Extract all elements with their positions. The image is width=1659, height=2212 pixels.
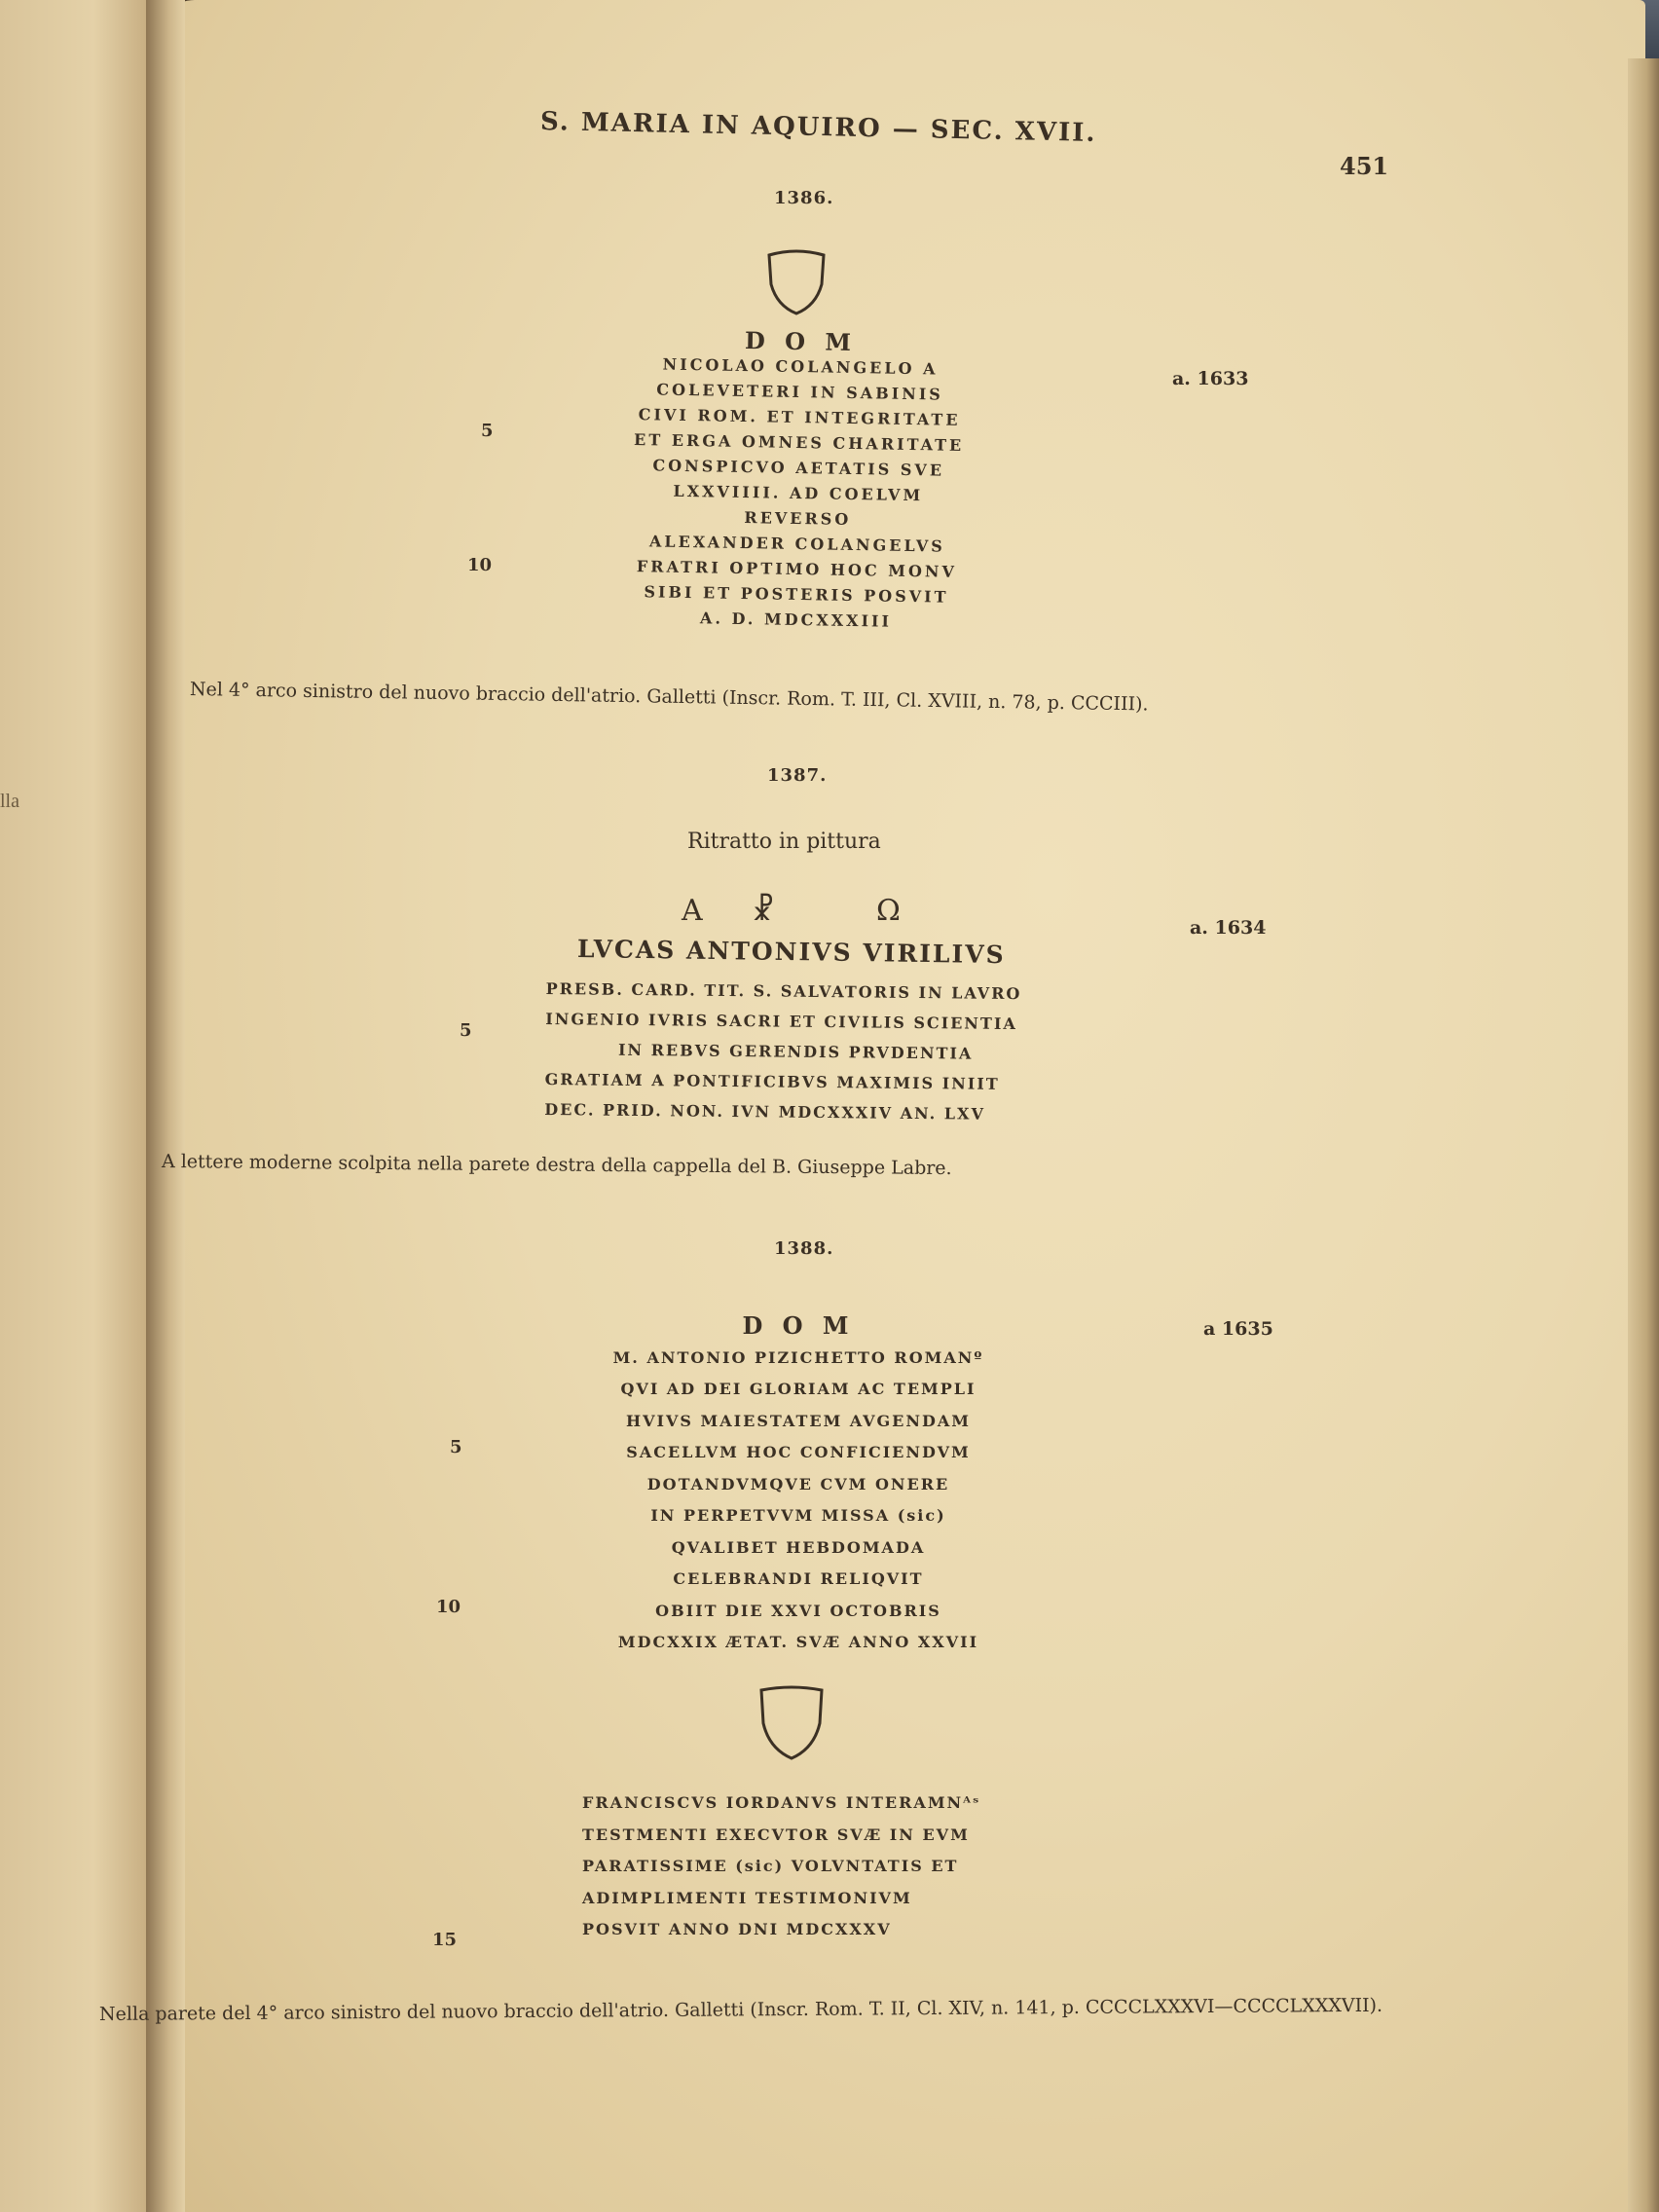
page-number: 451 xyxy=(1340,152,1389,180)
inscription-line: IN REBVS GERENDIS PRVDENTIA xyxy=(617,1040,974,1063)
left-page xyxy=(0,0,170,2212)
inscription-1388-upper xyxy=(555,1310,1042,1659)
entry-1388-line-marker: 5 xyxy=(450,1437,462,1457)
inscription-line: PRESB. CARD. TIT. S. SALVATORIS IN LAVRO xyxy=(545,979,1022,1004)
entry-1387-note: A lettere moderne scolpita nella parete destra della cappella del B. Giuseppe Labre. xyxy=(161,1151,952,1180)
inscription-line: ADIMPLIMENTI TESTIMONIVM xyxy=(582,1888,912,1907)
inscription-line: QVI AD DEI GLORIAM AC TEMPLI xyxy=(620,1380,977,1398)
shield-icon xyxy=(765,249,828,317)
chi-rho-icon: ☧ xyxy=(752,894,775,928)
inscription-line: REVERSO xyxy=(744,508,852,529)
inscription-1388-lower xyxy=(582,1788,980,1946)
entry-1386-line-marker: 5 xyxy=(481,421,494,441)
inscription-line: FRANCISCVS IORDANVS INTERAMNᴬˢ xyxy=(582,1793,981,1812)
entry-1387-line-marker: 5 xyxy=(460,1020,472,1041)
entry-1386-note: Nel 4° arco sinistro del nuovo braccio dell'atrio. Galletti (Inscr. Rom. T. III, Cl. XVIII, n. 78, p. CCCIII). xyxy=(189,679,1149,716)
inscription-line: TESTMENTI EXECVTOR SVÆ IN EVM xyxy=(582,1825,970,1844)
book-gutter xyxy=(146,0,185,2212)
inscription-line: DOTANDVMQVE CVM ONERE xyxy=(646,1474,950,1493)
entry-1386-date: a. 1633 xyxy=(1172,368,1249,389)
inscription-line: DEC. PRID. NON. IVN MDCXXXIV AN. LXV xyxy=(544,1099,986,1124)
running-header: S. MARIA IN AQUIRO — SEC. XVII. xyxy=(539,107,1097,148)
inscription-line: POSVIT ANNO DNI MDCXXXV xyxy=(582,1920,892,1938)
omega-symbol: Ω xyxy=(876,894,901,928)
entry-number-1387: 1387. xyxy=(767,765,828,786)
inscription-line: SIBI ET POSTERIS POSVIT xyxy=(644,582,949,607)
inscription-line: HVIVS MAIESTATEM AVGENDAM xyxy=(625,1411,971,1430)
entry-number-1388: 1388. xyxy=(774,1238,834,1259)
inscription-1386 xyxy=(581,325,1014,637)
inscription-line: FRATRI OPTIMO HOC MONV xyxy=(636,557,958,581)
entry-1386-line-marker: 10 xyxy=(467,555,493,575)
shield-icon xyxy=(757,1684,826,1762)
entry-1388-note: Nella parete del 4° arco sinistro del nuovo braccio dell'atrio. Galletti (Inscr. Rom. T. II, Cl. XIV, n. 141, p. CCCCLXXXVI—CCCCLXXXVII). xyxy=(98,1994,1383,2025)
inscription-line: PARATISSIME (sic) VOLVNTATIS ET xyxy=(582,1857,959,1875)
inscription-line: CIVI ROM. ET INTEGRITATE xyxy=(638,405,961,429)
inscription-line: ET ERGA OMNES CHARITATE xyxy=(633,430,965,455)
inscription-line: A. D. MDCXXXIII xyxy=(699,608,893,631)
inscription-line: OBIIT DIE XXVI OCTOBRIS xyxy=(655,1601,941,1620)
inscription-1387 xyxy=(544,974,1021,1129)
entry-1387-heading: Ritratto in pittura xyxy=(687,830,881,854)
inscription-line: NICOLAO COLANGELO A xyxy=(662,354,939,379)
inscription-line: IN PERPETVVM MISSA (sic) xyxy=(650,1506,946,1525)
inscription-line: QVALIBET HEBDOMADA xyxy=(671,1537,926,1557)
inscription-line: CELEBRANDI RELIQVIT xyxy=(673,1569,924,1588)
entry-1388-line-marker: 10 xyxy=(436,1597,461,1617)
inscription-line: CONSPICVO AETATIS SVE xyxy=(652,456,945,480)
inscription-line: M. ANTONIO PIZICHETTO ROMANº xyxy=(612,1347,984,1367)
inscription-line: SACELLVM HOC CONFICIENDVM xyxy=(626,1443,971,1461)
entry-1387-date: a. 1634 xyxy=(1190,917,1267,939)
inscription-line: LXXVIIII. AD COELVM xyxy=(673,481,924,505)
inscription-line: COLEVETERI IN SABINIS xyxy=(656,380,943,404)
page-edge xyxy=(1628,58,1659,2212)
inscription-line: D O M xyxy=(744,326,858,357)
inscription-line: MDCXXIX ÆTAT. SVÆ ANNO XXVII xyxy=(617,1633,979,1651)
inscription-line: ALEXANDER COLANGELVS xyxy=(648,532,945,556)
inscription-line: GRATIAM A PONTIFICIBVS MAXIMIS INIIT xyxy=(544,1069,1000,1093)
inscription-1387-name: LVCAS ANTONIVS VIRILIVS xyxy=(576,935,1006,970)
inscription-line: INGENIO IVRIS SACRI ET CIVILIS SCIENTIA xyxy=(545,1010,1017,1034)
entry-number-1386: 1386. xyxy=(774,188,834,208)
left-page-fragment: lla xyxy=(0,791,19,812)
inscription-line: D O M xyxy=(742,1311,855,1340)
entry-1388-date: a 1635 xyxy=(1203,1318,1273,1340)
alpha-symbol: Α xyxy=(682,894,703,928)
entry-1388-line-marker: 15 xyxy=(432,1930,458,1950)
